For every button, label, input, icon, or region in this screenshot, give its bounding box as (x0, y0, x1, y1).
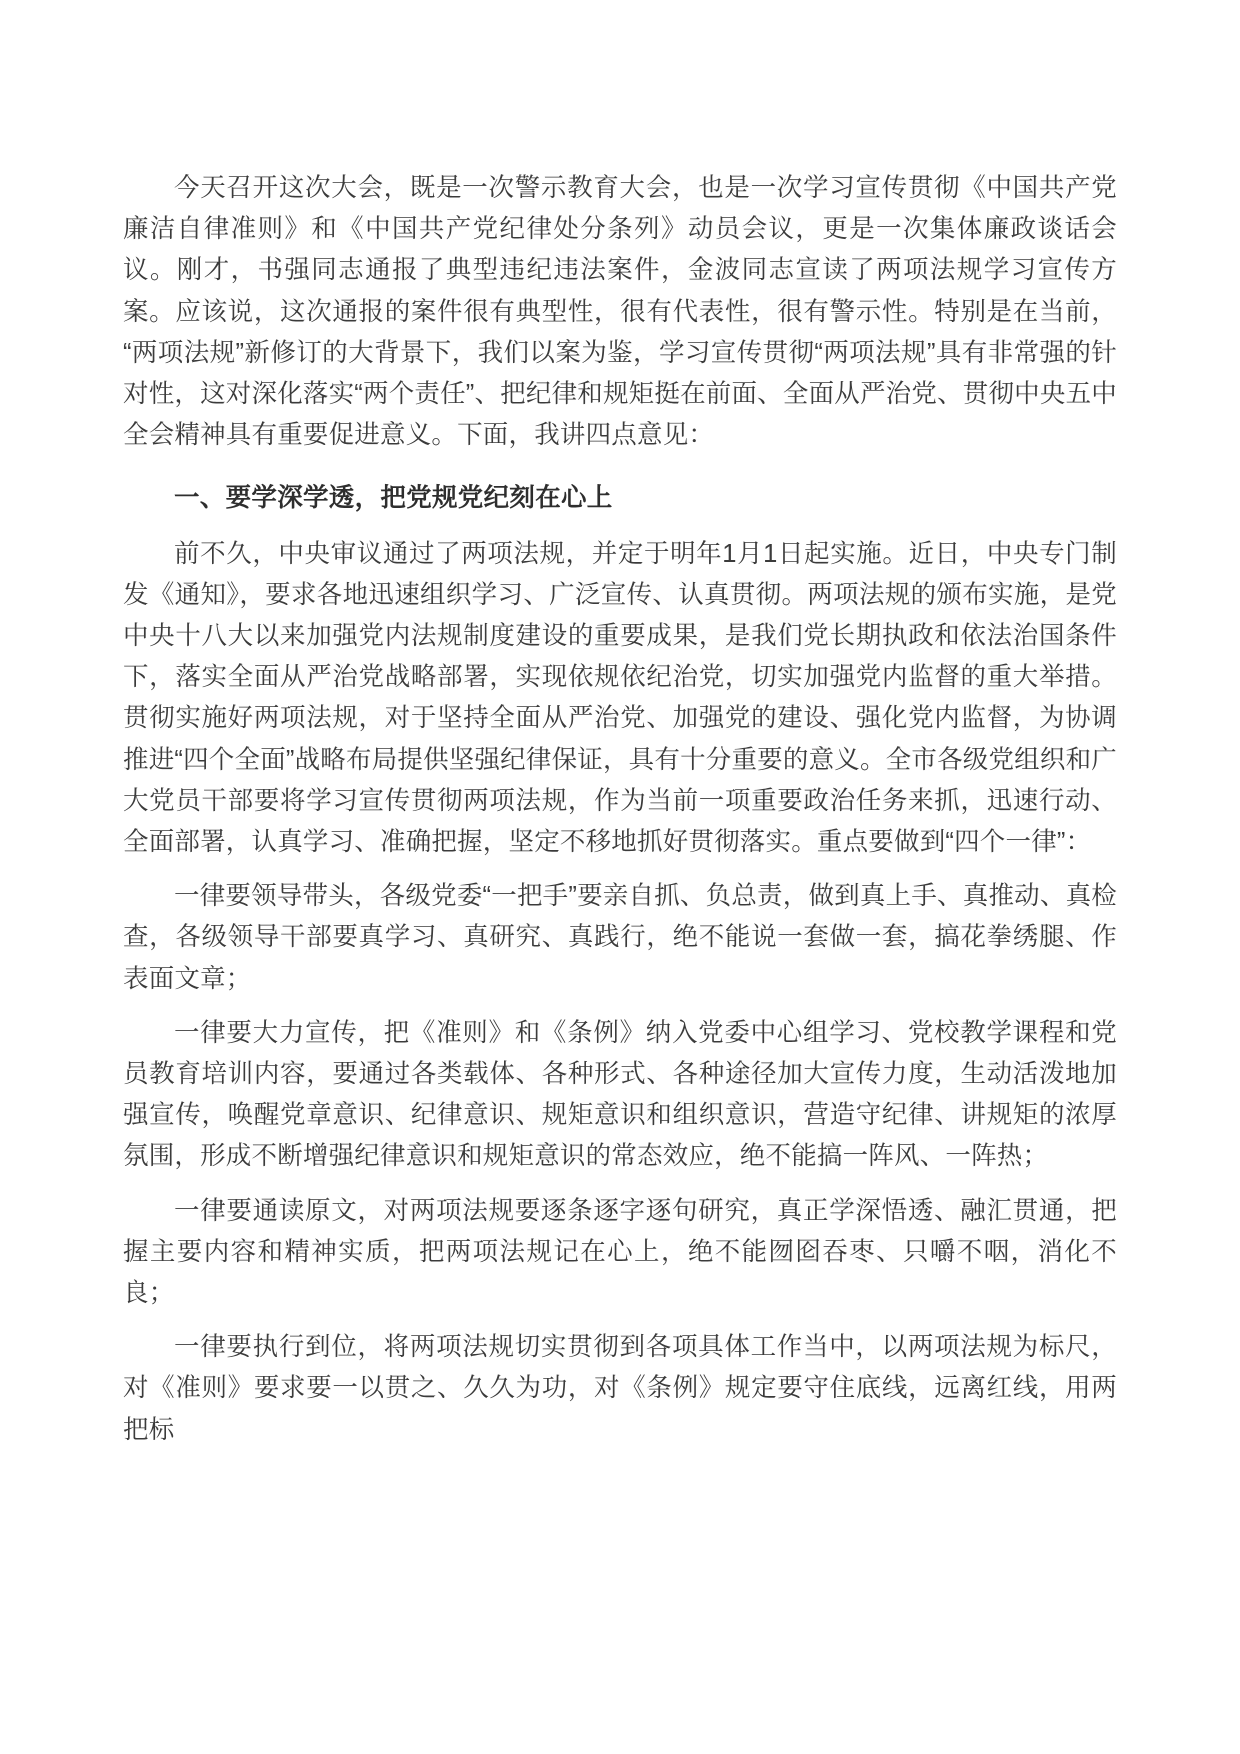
paragraph-rule-publicity: 一律要大力宣传，把《准则》和《条例》纳入党委中心组学习、党校教学课程和党员教育培训内容，要通过各类载体、各种形式、各种途径加大宣传力度，生动活泼地加强宣传，唤醒党章意识、纪律意识、规矩意识和组织意识，营造守纪律、讲规矩的浓厚氛围，形成不断增强纪律意识和规矩意识的常态效应，绝不能搞一阵风、一阵热； (123, 1018, 1117, 1171)
paragraph-rule-reading: 一律要通读原文，对两项法规要逐条逐字逐句研究，真正学深悟透、融汇贯通，把握主要内容和精神实质，把两项法规记在心上，绝不能囫囵吞枣、只嚼不咽，消化不良； (123, 1196, 1117, 1308)
paragraph-rule-execution: 一律要执行到位，将两项法规切实贯彻到各项具体工作当中，以两项法规为标尺，对《准则》要求要一以贯之、久久为功，对《条例》规定要守住底线，远离红线，用两把标 (123, 1333, 1117, 1444)
paragraph-rule-leadership: 一律要领导带头，各级党委“一把手”要亲自抓、负总责，做到真上手、真推动、真检查，各级领导干部要真学习、真研究、真践行，绝不能说一套做一套，搞花拳绣腿、作表面文章； (123, 882, 1117, 993)
paragraph-opening: 今天召开这次大会，既是一次警示教育大会，也是一次学习宣传贯彻《中国共产党廉洁自律准则》和《中国共产党纪律处分条列》动员会议，更是一次集体廉政谈话会议。刚才，书强同志通报了典型违纪违法案件，金波同志宣读了两项法规学习宣传方案。应该说，这次通报的案件很有典型性，很有代表性，很有警示性。特别是在当前，“两项法规”新修订的大背景下，我们以案为鉴，学习宣传贯彻“两项法规”具有非常强的针对性，这对深化落实“两个责任”、把纪律和规矩挺在前面、全面从严治党、贯彻中央五中全会精神具有重要促进意义。下面，我讲四点意见： (123, 174, 1117, 450)
paragraph-regulations-overview: 前不久，中央审议通过了两项法规，并定于明年1月1日起实施。近日，中央专门制发《通知》，要求各地迅速组织学习、广泛宣传、认真贯彻。两项法规的颁布实施，是党中央十八大以来加强党内法规制度建设的重要成果，是我们党长期执政和依法治国条件下，落实全面从严治党战略部署，实现依规依纪治党，切实加强党内监督的重大举措。贯彻实施好两项法规，对于坚持全面从严治党、加强党的建设、强化党内监督，为协调推进“四个全面”战略布局提供坚强纪律保证，具有十分重要的意义。全市各级党组织和广大党员干部要将学习宣传贯彻两项法规，作为当前一项重要政治任务来抓，迅速行动、全面部署，认真学习、准确把握，坚定不移地抓好贯彻落实。重点要做到“四个一律”： (123, 539, 1117, 857)
document-body (123, 168, 1117, 1451)
section-heading-one: 一、要学深学透，把党规党纪刻在心上 (174, 484, 613, 513)
